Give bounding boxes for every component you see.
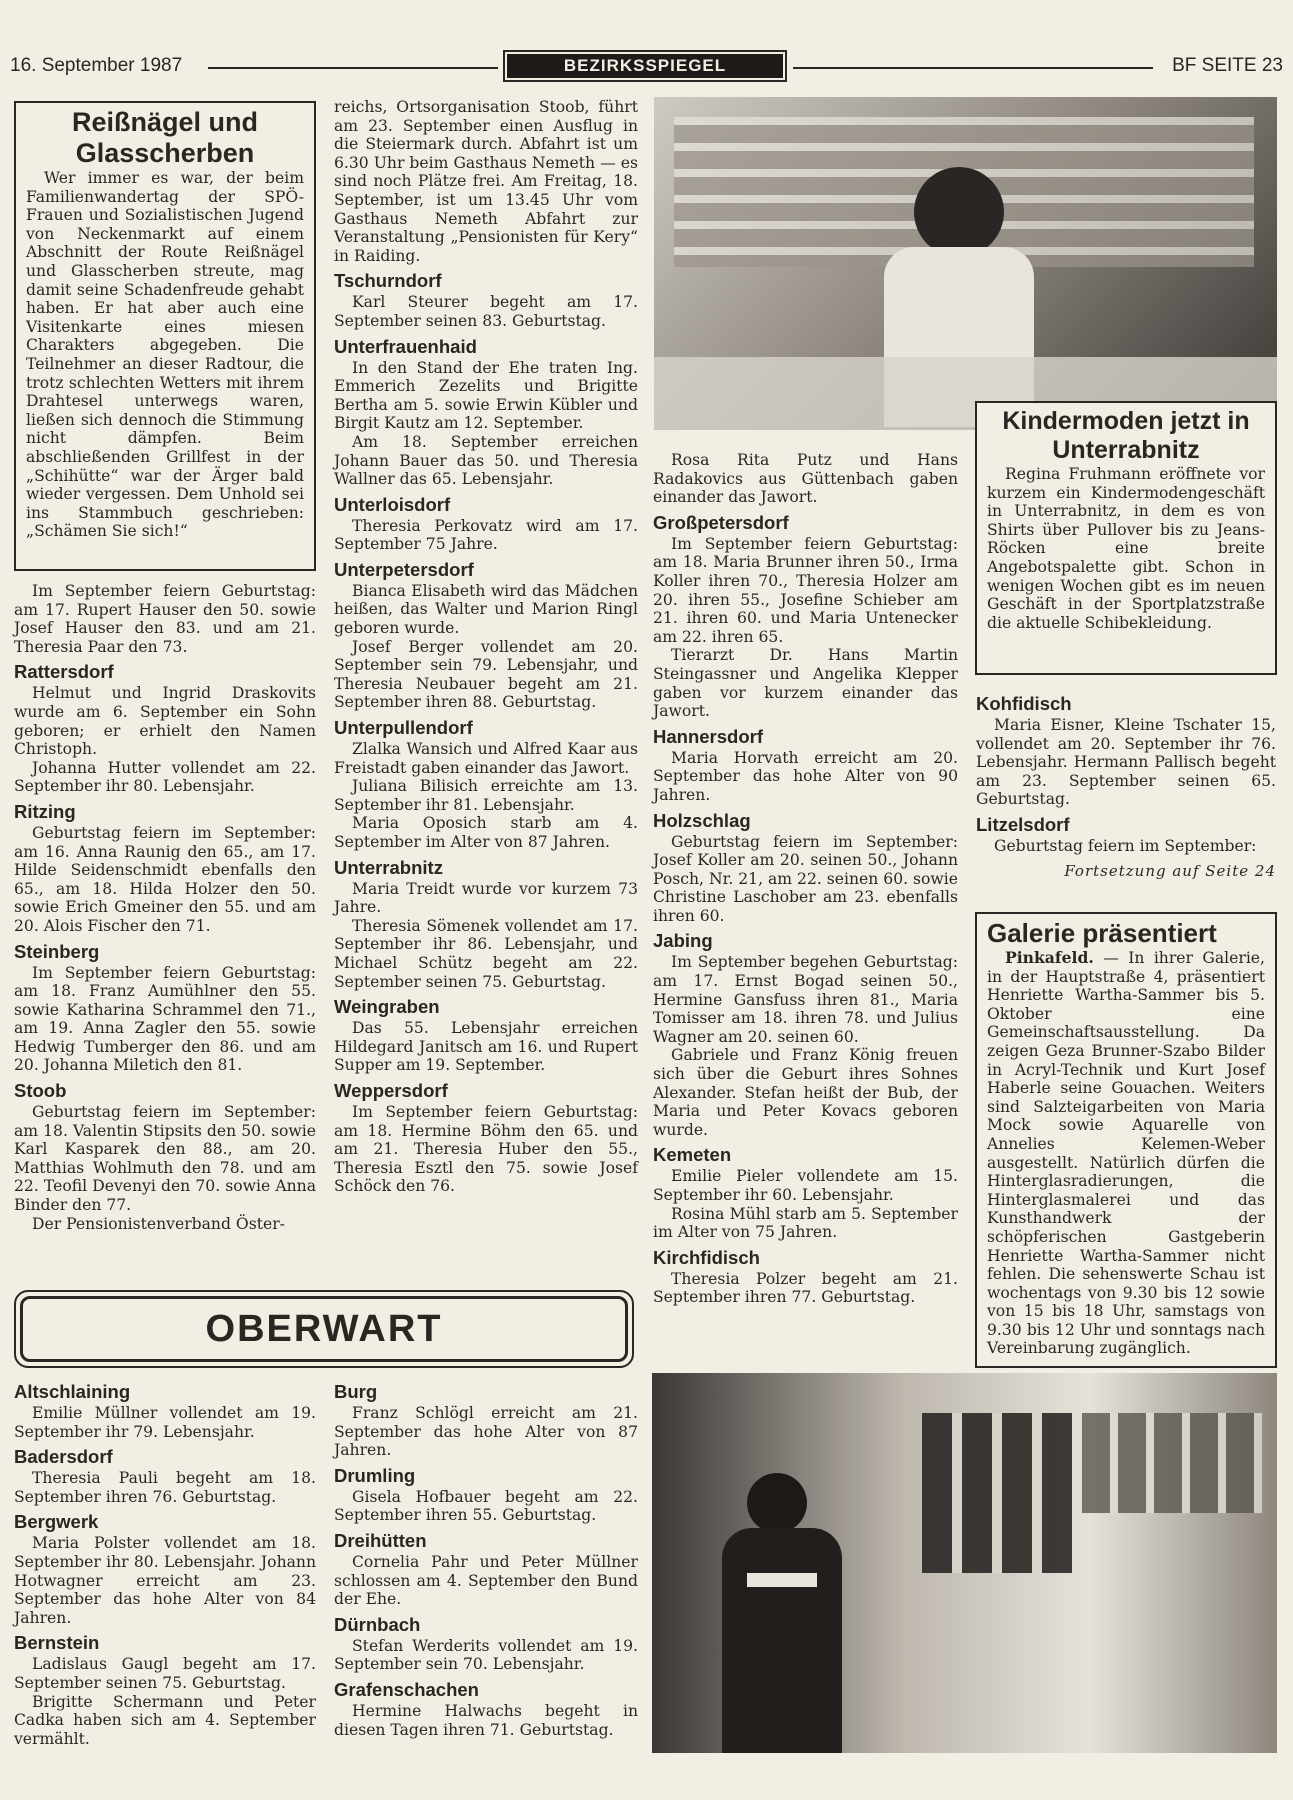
news-paragraph: Josef Berger vollendet am 20. September sein 79. Lebensjahr, und Theresia Neubauer begeht am 21. September ihren 88. Geburtstag. — [334, 637, 638, 712]
news-paragraph: Maria Polster vollendet am 18. September ihr 80. Lebensjahr. Johann Hotwagner erreicht am 23. September das hohe Alter von 84 Jahren. — [14, 1534, 316, 1627]
locality-heading: Unterpullendorf — [334, 717, 473, 739]
news-paragraph: Emilie Pieler vollendete am 15. September ihr 60. Lebensjahr. — [653, 1167, 958, 1204]
issue-date: 16. September 1987 — [10, 55, 183, 76]
news-item — [653, 451, 958, 507]
news-item-grafenschachen — [334, 1679, 638, 1739]
news-item-kohfidisch — [976, 693, 1276, 809]
article-headline: Galerie präsentiert — [987, 918, 1217, 948]
column-bottom-1 — [14, 1376, 316, 1748]
news-paragraph: Rosina Mühl starb am 5. September im Alter von 75 Jahren. — [653, 1204, 958, 1242]
news-item-hannersdorf — [653, 726, 958, 805]
article-paragraph: Regina Fruhmann eröffnete vor kurzem ein Kindermodengeschäft in Unterrabnitz, in dem es von Shirts über Pullover bis zu Jeans-Röcken eine breite Angebotspalette gibt. Schon in wenigen Wochen gibt es im neuen Geschäft in der Sportplatzstraße die aktuelle Schibekleidung. — [987, 465, 1265, 632]
news-paragraph: Rosa Rita Putz und Hans Radakovics aus Güttenbach gaben einander das Jawort. — [653, 451, 958, 507]
news-item — [14, 582, 316, 656]
article-paragraph: — In ihrer Galerie, in der Hauptstraße 4, präsentiert Henriette Wartha-Sammer bis 5. Oktober eine Gemeinschaftsausstellung. Da zeigen Geza Brunner-Szabo Bilder in Acryl-Technik und Kurt Josef Haberle seine Gouachen. Weiters sind Salzteigarbeiten von Maria Mock sowie Aquarelle von Annelies Kelemen-Weber ausgestellt. Natürlich dürfen die Hinterglasradierungen, die Hinterglasmalerei und das Kunsthandwerk der schöpferischen Gastgeberin Henriette Wartha-Sammer nicht fehlen. Die sehenswerte Schau ist wochentags von 9.30 bis 12 sowie von 15 bis 18 Uhr, samstags von 9.30 bis 12 Uhr und sonntags nach Vereinbarung zugänglich. — [987, 949, 1265, 1358]
news-item-stoob — [14, 1080, 316, 1233]
news-paragraph: Brigitte Schermann und Peter Cadka haben sich am 4. September vermählt. — [14, 1692, 316, 1748]
news-item-grosspetersdorf — [653, 512, 958, 721]
news-item-holzschlag — [653, 810, 958, 926]
news-paragraph: In den Stand der Ehe traten Ing. Emmerich Zezelits und Brigitte Bertha am 5. sowie Erwin Kübler und Birgit Kautz am 12. September. — [334, 358, 638, 433]
news-item-unterfrauenhaid — [334, 336, 638, 489]
locality-heading: Altschlaining — [14, 1381, 131, 1402]
news-item-ritzing — [14, 801, 316, 936]
column-2 — [334, 98, 638, 1196]
locality-heading: Jabing — [653, 930, 713, 952]
column-bottom-2 — [334, 1376, 638, 1739]
news-item-steinberg — [14, 941, 316, 1076]
news-paragraph: Gabriele und Franz König freuen sich über die Geburt ihres Sohnes Alexander. Stefan heißt der Bub, der Maria und Peter Kovacs geboren wurde. — [653, 1046, 958, 1139]
locality-heading: Unterpetersdorf — [334, 558, 474, 580]
news-paragraph: Im September feiern Geburtstag: am 18. Hermine Böhm den 65. und am 21. Theresia Huber den 55., Theresia Esztl den 75. sowie Josef Schöck den 76. — [334, 1102, 638, 1196]
section-banner-title: OBERWART — [20, 1296, 628, 1362]
news-item-burg — [334, 1381, 638, 1460]
locality-heading: Bernstein — [14, 1632, 100, 1654]
locality-heading: Unterloisdorf — [334, 493, 451, 515]
locality-heading: Großpetersdorf — [653, 511, 789, 533]
locality-heading: Burg — [334, 1381, 378, 1402]
news-item-badersdorf — [14, 1446, 316, 1506]
article-headline: Kindermoden jetzt in Unterrabnitz — [1002, 407, 1250, 464]
news-item-bernstein — [14, 1632, 316, 1748]
news-item-unterpullendorf — [334, 717, 638, 852]
news-paragraph: Maria Eisner, Kleine Tschater 15, vollendet am 20. September ihr 76. Lebensjahr. Hermann Pallisch begeht am 23. September seinen 65. Geburtstag. — [976, 716, 1276, 809]
news-paragraph: Helmut und Ingrid Draskovits wurde am 6. September ein Sohn geboren; er erhielt den Namen Christoph. — [14, 684, 316, 759]
news-item-unterloisdorf — [334, 494, 638, 554]
news-paragraph: Ladislaus Gaugl begeht am 17. September seinen 75. Geburtstag. — [14, 1655, 316, 1692]
news-paragraph: Im September feiern Geburtstag: am 18. Maria Brunner ihren 50., Irma Koller ihren 70., Theresia Holzer am 20. ihren 55., Josefine Schieber am 21. ihren 60. und Maria Untenecker am 22. ihren 65. — [653, 534, 958, 646]
page-number: BF SEITE 23 — [1172, 55, 1283, 76]
news-paragraph: Franz Schlögl erreicht am 21. September das hohe Alter von 87 Jahren. — [334, 1404, 638, 1460]
article-paragraph: Wer immer es war, der beim Familienwandertag der SPÖ-Frauen und Sozialistischen Jugend von Neckenmarkt auf einem Abschnitt der Route Reißnägel und Glasscherben streute, mag damit seine Schadenfreude gehabt haben. Er hat aber auch eine Visitenkarte eines miesen Charakters abgegeben. Die Teilnehmer an dieser Radtour, die trotz schlechten Wetters mit ihrem Drahtesel unterwegs waren, ließen sich dennoch die Stimmung nicht dämpfen. Beim abschließenden Grillfest in der „Schihütte“ war der Ärger bald wieder vergessen. Dem Unhold sei ins Stammbuch geschrieben: „Schämen Sie sich!“ — [26, 169, 304, 541]
news-item-kemeten — [653, 1144, 958, 1241]
column-3 — [653, 451, 958, 1307]
locality-heading: Grafenschachen — [334, 1678, 479, 1700]
news-paragraph: Theresia Polzer begeht am 21. September ihren 77. Geburtstag. — [653, 1269, 958, 1307]
news-item-jabing — [653, 930, 958, 1139]
news-paragraph: Emilie Müllner vollendet am 19. September ihr 79. Lebensjahr. — [14, 1404, 316, 1441]
news-paragraph: Maria Oposich starb am 4. September im Alter von 87 Jahren. — [334, 814, 638, 851]
news-item-bergwerk — [14, 1511, 316, 1627]
news-paragraph: Zlalka Wansich und Alfred Kaar aus Freistadt gaben einander das Jawort. — [334, 740, 638, 777]
news-item-tschurndorf — [334, 270, 638, 330]
article-box-galerie — [975, 912, 1277, 1368]
locality-heading: Steinberg — [14, 940, 100, 962]
news-paragraph: Im September feiern Geburtstag: am 17. Rupert Hauser den 50. sowie Josef Hauser den 83. und am 21. Theresia Paar den 73. — [14, 582, 316, 656]
news-paragraph: Maria Treidt wurde vor kurzem 73 Jahre. — [334, 879, 638, 917]
locality-heading: Litzelsdorf — [976, 813, 1070, 835]
news-item-altschlaining — [14, 1381, 316, 1441]
header-rule — [793, 67, 1153, 69]
news-paragraph: Tierarzt Dr. Hans Martin Steingassner und Angelika Klepper gaben vor kurzem einander das Jawort. — [653, 646, 958, 721]
locality-heading: Tschurndorf — [334, 270, 442, 292]
column-4 — [976, 688, 1276, 880]
news-paragraph: Im September begehen Geburtstag: am 17. Ernst Bogad seinen 50., Hermine Gansfuss ihren 81., Maria Tomisser am 18. ihren 78. und Julius Wagner am 20. seinen 60. — [653, 953, 958, 1046]
article-box-kindermoden — [975, 401, 1277, 675]
news-paragraph: Geburtstag feiern im September: am 18. Valentin Stipsits den 50. sowie Karl Kasparek den 88., am 20. Matthias Wohlmuth den 78. und am 22. Teofil Devenyi den 70. sowie Anna Binder den 77. — [14, 1103, 316, 1215]
locality-heading: Unterfrauenhaid — [334, 335, 477, 357]
news-item-unterrabnitz — [334, 857, 638, 992]
news-paragraph: Theresia Pauli begeht am 18. September ihren 76. Geburtstag. — [14, 1469, 316, 1506]
locality-heading: Dreihütten — [334, 1529, 427, 1551]
news-paragraph: Juliana Bilisich erreichte am 13. September ihr 81. Lebensjahr. — [334, 777, 638, 814]
photo-gallery-exhibition — [652, 1373, 1277, 1753]
news-item-duernbach — [334, 1614, 638, 1674]
news-paragraph: Hermine Halwachs begeht in diesen Tagen ihren 71. Geburtstag. — [334, 1701, 638, 1739]
news-paragraph: Maria Horvath erreicht am 20. September das hohe Alter von 90 Jahren. — [653, 748, 958, 804]
news-paragraph: Theresia Perkovatz wird am 17. September 75 Jahre. — [334, 516, 638, 554]
locality-heading: Weppersdorf — [334, 1079, 448, 1101]
photo-childrens-clothing-store — [654, 97, 1277, 430]
news-paragraph: reichs, Ortsorganisation Stoob, führt am 23. September einen Ausflug in die Steiermark durch. Abfahrt ist um 6.30 Uhr beim Gasthaus Nemeth — es sind noch Plätze frei. Am Freitag, 18. September, ist um 13.45 Uhr vom Gasthaus Nemeth Abfahrt zur Veranstaltung „Pensionisten für Kery“ in Raiding. — [334, 98, 638, 265]
locality-heading: Drumling — [334, 1464, 416, 1486]
news-paragraph: Stefan Werderits vollendet am 19. September sein 70. Lebensjahr. — [334, 1636, 638, 1674]
news-paragraph: Cornelia Pahr und Peter Müllner schlossen am 4. September den Bund der Ehe. — [334, 1552, 638, 1609]
news-item-unterpetersdorf — [334, 559, 638, 712]
news-paragraph: Bianca Elisabeth wird das Mädchen heißen, das Walter und Marion Ringl geboren wurde. — [334, 581, 638, 638]
section-masthead — [503, 50, 787, 82]
news-item — [334, 98, 638, 265]
locality-heading: Dürnbach — [334, 1613, 421, 1635]
locality-heading: Rattersdorf — [14, 661, 114, 683]
news-item-weppersdorf — [334, 1080, 638, 1196]
news-paragraph: Theresia Sömenek vollendet am 17. September ihr 86. Lebensjahr, und Michael Schütz begeht am 22. September seinen 75. Geburtstag. — [334, 916, 638, 991]
locality-heading: Stoob — [14, 1080, 67, 1102]
news-paragraph: Der Pensionistenverband Öster- — [32, 1214, 285, 1233]
news-item-kirchfidisch — [653, 1247, 958, 1307]
locality-heading: Badersdorf — [14, 1446, 113, 1468]
news-item-rattersdorf — [14, 661, 316, 796]
article-box-reissnaegel — [14, 101, 316, 571]
news-item-drumling — [334, 1465, 638, 1525]
section-title: BEZIRKSSPIEGEL — [507, 54, 783, 78]
locality-heading: Unterrabnitz — [334, 856, 443, 878]
news-paragraph: Am 18. September erreichen Johann Bauer das 50. und Theresia Wallner das 65. Lebensjahr. — [334, 432, 638, 489]
continuation-note[interactable]: Fortsetzung auf Seite 24 — [1064, 861, 1276, 880]
locality-heading: Kohfidisch — [976, 693, 1072, 714]
article-headline: Reißnägel und Glasscherben — [71, 107, 258, 168]
news-paragraph: Geburtstag feiern im September: Josef Koller am 20. seinen 50., Johann Posch, Nr. 21, am 22. seinen 60. sowie Christine Laschober am 23. ebenfalls ihren 60. — [653, 832, 958, 925]
news-paragraph: Geburtstag feiern im September: — [994, 836, 1257, 855]
news-item-weingraben — [334, 996, 638, 1075]
locality-heading: Weingraben — [334, 996, 440, 1018]
article-dateline: Pinkafeld. — [1005, 948, 1094, 967]
header-rule — [208, 67, 498, 69]
news-paragraph: Im September feiern Geburtstag: am 18. Franz Aumühlner den 55. sowie Katharina Schrammel den 71., am 19. Anna Zagler den 55. sowie Hedwig Tumberger den 86. und am 20. Johanna Miletich den 81. — [14, 963, 316, 1075]
locality-heading: Hannersdorf — [653, 725, 763, 747]
locality-heading: Kirchfidisch — [653, 1246, 760, 1268]
column-1 — [14, 582, 316, 1233]
locality-heading: Holzschlag — [653, 809, 751, 831]
news-paragraph: Das 55. Lebensjahr erreichen Hildegard Janitsch am 16. und Rupert Supper am 19. September. — [334, 1019, 638, 1075]
news-paragraph: Geburtstag feiern im September: am 16. Anna Raunig den 65., am 17. Hilde Seidenschmidt ebenfalls den 65., am 18. Hilda Holzer den 50. sowie Erich Gmeiner den 55. und am 20. Alois Fischer den 71. — [14, 823, 316, 935]
news-paragraph: Johanna Hutter vollendet am 22. September ihr 80. Lebensjahr. — [14, 758, 316, 796]
locality-heading: Bergwerk — [14, 1511, 99, 1533]
news-paragraph: Gisela Hofbauer begeht am 22. September ihren 55. Geburtstag. — [334, 1487, 638, 1525]
locality-heading: Kemeten — [653, 1144, 732, 1166]
locality-heading: Ritzing — [14, 800, 76, 822]
section-banner-oberwart — [14, 1290, 634, 1368]
news-item-dreihuetten — [334, 1530, 638, 1609]
page-header — [8, 50, 1283, 86]
news-paragraph: Karl Steurer begeht am 17. September seinen 83. Geburtstag. — [334, 293, 638, 330]
news-item-litzelsdorf — [976, 814, 1276, 856]
